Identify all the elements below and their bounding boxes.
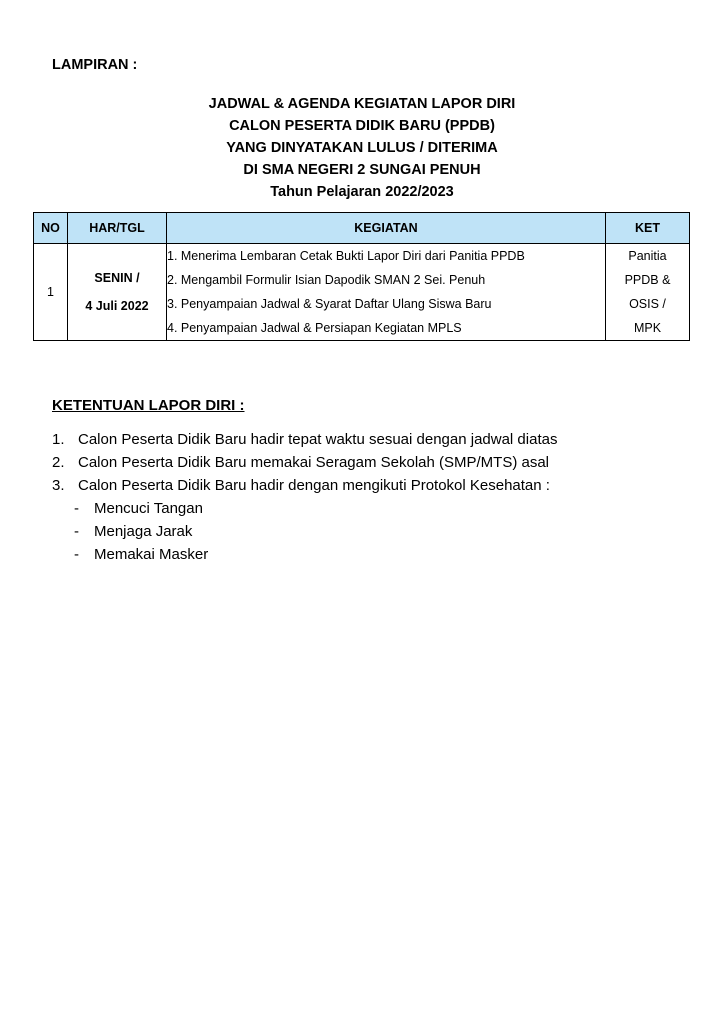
activity-item: 1. Menerima Lembaran Cetak Bukti Lapor Diri dari Panitia PPDB — [167, 249, 525, 263]
document-title — [0, 93, 724, 203]
note-line: OSIS / — [629, 297, 666, 311]
rule-text: Calon Peserta Didik Baru hadir tepat waktu sesuai dengan jadwal diatas — [78, 431, 558, 448]
sub-item-text: Mencuci Tangan — [94, 500, 203, 517]
title-line: DI SMA NEGERI 2 SUNGAI PENUH — [243, 162, 481, 178]
row-day: SENIN / — [94, 271, 140, 285]
lampiran-label: LAMPIRAN : — [52, 57, 138, 73]
row-note — [606, 244, 690, 341]
rules-heading: KETENTUAN LAPOR DIRI : — [52, 397, 245, 414]
rule-text: Calon Peserta Didik Baru hadir dengan mengikuti Protokol Kesehatan : — [78, 477, 550, 494]
note-line: MPK — [633, 321, 662, 335]
sub-item-dash: - — [74, 523, 79, 540]
sub-item — [52, 543, 557, 566]
table-row — [34, 244, 690, 341]
row-activities — [167, 244, 606, 341]
title-line: YANG DINYATAKAN LULUS / DITERIMA — [226, 140, 498, 156]
rule-number: 2. — [52, 454, 65, 471]
note-line: Panitia — [628, 249, 667, 263]
column-header-note: KET — [606, 213, 690, 244]
column-header-date: HAR/TGL — [68, 213, 167, 244]
rule-item — [52, 428, 557, 451]
column-header-activity: KEGIATAN — [167, 213, 606, 244]
sub-item — [52, 520, 557, 543]
column-header-no: NO — [34, 213, 68, 244]
rules-list — [52, 428, 557, 566]
rule-item — [52, 474, 557, 497]
activity-item: 2. Mengambil Formulir Isian Dapodik SMAN 2 Sei. Penuh — [167, 273, 486, 287]
note-line: PPDB & — [624, 273, 671, 287]
row-date-cell — [68, 244, 167, 341]
sub-item-text: Menjaga Jarak — [94, 523, 193, 540]
sub-item-dash: - — [74, 546, 79, 563]
schedule-table — [33, 212, 690, 341]
sub-item — [52, 497, 557, 520]
table-header-row — [34, 213, 690, 244]
rule-number: 3. — [52, 477, 65, 494]
title-line: JADWAL & AGENDA KEGIATAN LAPOR DIRI — [208, 96, 516, 112]
title-line: CALON PESERTA DIDIK BARU (PPDB) — [229, 118, 495, 134]
row-date: 4 Juli 2022 — [85, 299, 149, 313]
row-number: 1 — [34, 244, 68, 341]
rule-item — [52, 451, 557, 474]
sub-item-dash: - — [74, 500, 79, 517]
activity-item: 3. Penyampaian Jadwal & Syarat Daftar Ulang Siswa Baru — [167, 297, 492, 311]
rule-number: 1. — [52, 431, 65, 448]
activity-item: 4. Penyampaian Jadwal & Persiapan Kegiatan MPLS — [167, 321, 462, 335]
title-line: Tahun Pelajaran 2022/2023 — [270, 184, 454, 200]
sub-item-text: Memakai Masker — [94, 546, 209, 563]
rule-text: Calon Peserta Didik Baru memakai Seragam Sekolah (SMP/MTS) asal — [78, 454, 550, 471]
